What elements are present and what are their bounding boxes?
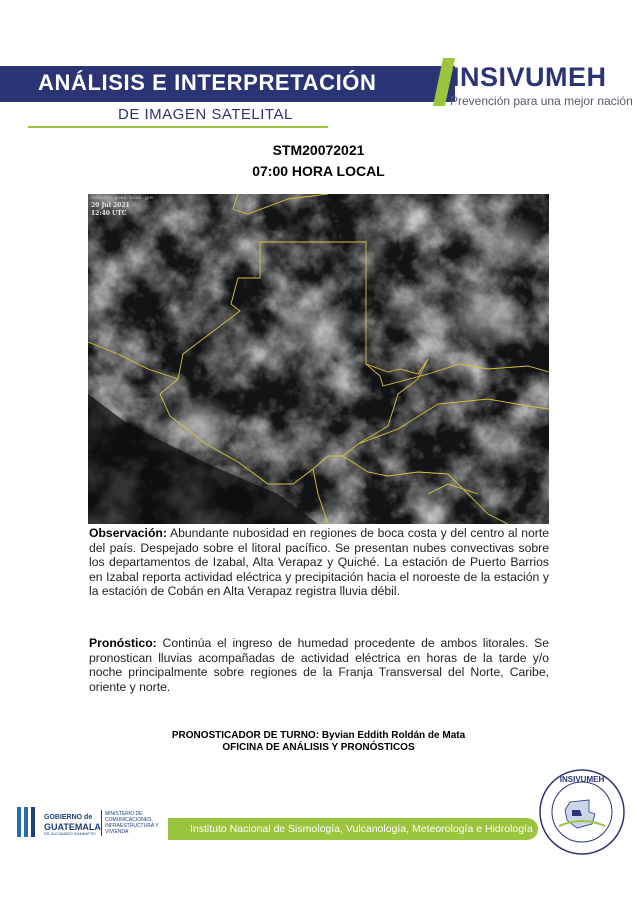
- institute-name: Instituto Nacional de Sismología, Vulcanología, Meteorología e Hidrología: [190, 823, 533, 835]
- image-timestamp: [91, 194, 154, 218]
- gov-logo-line3: DR. ALEJANDRO GIAMMATTEI: [44, 832, 96, 836]
- report-local-time: 07:00 HORA LOCAL: [252, 163, 385, 179]
- insivumeh-seal-icon: [537, 768, 627, 856]
- image-time-utc: 12:40 UTC: [91, 210, 127, 217]
- gov-logo-line1: GOBIERNO de: [44, 814, 93, 821]
- observation-paragraph: [89, 526, 549, 599]
- forecast-text: Continúa el ingreso de humedad procedente de ambos litorales. Se pronostican lluvias acompañadas de actividad eléctrica en horas de la tarde y/o noche principalmente sobre regiones de la Franja Transversal del Norte, Caribe, oriente y norte.: [89, 636, 549, 694]
- page-subtitle: DE IMAGEN SATELITAL: [118, 106, 293, 123]
- subtitle-underline: [28, 126, 328, 128]
- satellite-image: [88, 194, 549, 524]
- forecast-paragraph: [89, 636, 549, 694]
- logo-divider: [101, 810, 102, 836]
- observation-text: Abundante nubosidad en regiones de boca costa y del centro al norte del país. Despejado sobre el litoral pacífico. Se presentan nubes convectivas sobre los departamentos de Izabal, Alta Verapaz y Quiché. La estación de Puerto Barrios en Izabal reporta actividad eléctrica y precipitación hacia el noroeste de la estación y la estación de Cobán en Alta Verapaz registra lluvia débil.: [89, 526, 549, 599]
- office-name: OFICINA DE ANÁLISIS Y PRONÓSTICOS: [222, 742, 415, 753]
- brand-tagline: Prevención para una mejor nación: [450, 94, 633, 108]
- observation-label: Observación:: [89, 526, 167, 540]
- image-source-label: weather. goes. noaa. gov: [91, 195, 154, 201]
- forecaster-signature: PRONOSTICADOR DE TURNO: Byvian Eddith Roldán de Mata: [171, 730, 466, 741]
- gov-logo-line2: GUATEMALA: [44, 822, 101, 832]
- forecast-label: Pronóstico:: [89, 636, 157, 650]
- report-code: STM20072021: [272, 142, 365, 158]
- image-date: 20 Jul 2021: [91, 202, 130, 209]
- guatemala-government-logo: [17, 807, 39, 837]
- insivumeh-logo: INSIVUMEH: [452, 62, 607, 92]
- page-title: ANÁLISIS E INTERPRETACIÓN: [38, 70, 377, 95]
- seal-title: INSIVUMEH: [559, 775, 605, 784]
- satellite-picture: [88, 194, 549, 524]
- ministry-name: MINISTERIO DE COMUNICACIONES, INFRAESTRUCTURA Y VIVIENDA: [105, 811, 159, 835]
